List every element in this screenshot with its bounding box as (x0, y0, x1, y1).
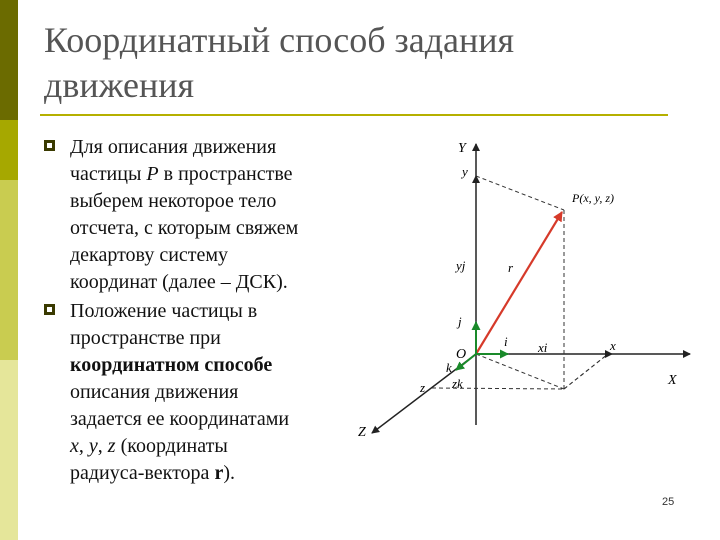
title-line-2: движения (44, 65, 195, 105)
bullet-text-line: пространстве при (70, 327, 221, 349)
sidebar-band (0, 0, 18, 120)
bullet-text-line-bold: координатном способе (70, 354, 273, 376)
bullet-item-1 (44, 134, 364, 296)
bullet-text-line: декартову систему (70, 244, 229, 266)
title-line-1: Координатный способ задания (44, 20, 515, 60)
label-O: O (456, 347, 467, 362)
bullet-text-line: частицы P в пространстве (70, 163, 293, 185)
bullet-text-line: задается ее координатами (70, 408, 290, 430)
label-i: i (504, 334, 508, 349)
bullet-text-line: отсчета, с которым свяжем (70, 217, 299, 239)
bullet-text-line: x, y, z (координаты (70, 435, 228, 457)
label-zk: zk (452, 376, 463, 391)
label-yj: yj (456, 258, 466, 273)
label-r: r (508, 260, 514, 275)
axis-label-X: X (668, 373, 677, 388)
bullet-text-line: координат (далее – ДСК). (70, 271, 288, 293)
label-x: x (610, 338, 616, 353)
sidebar-band (0, 180, 18, 360)
label-z: z (420, 380, 426, 395)
slide-title (44, 18, 684, 108)
title-underline (40, 114, 668, 116)
bullet-square-icon (44, 140, 55, 151)
bullet-text-line: описания движения (70, 381, 239, 403)
sidebar-band (0, 360, 18, 540)
bullet-text-line: выберем некоторое тело (70, 190, 277, 212)
label-k: k (446, 360, 452, 375)
bullet-list (44, 134, 364, 489)
axis-label-Z: Z (358, 425, 366, 440)
coordinate-system-diagram (350, 130, 700, 450)
label-P: P(x, y, z) (572, 191, 614, 205)
bullet-text-line: радиуса-вектора r). (70, 462, 235, 484)
bullet-square-icon (44, 304, 55, 315)
bullet-text-line: Положение частицы в (70, 300, 258, 322)
label-y: y (462, 164, 468, 179)
axis-label-Y: Y (458, 141, 466, 156)
radius-vector (476, 212, 562, 354)
sidebar-band (0, 120, 18, 180)
bullet-item-2 (44, 298, 364, 487)
bullet-text-line: Для описания движения (70, 136, 277, 158)
label-j: j (458, 314, 462, 329)
sidebar-decoration (0, 0, 18, 540)
page-number: 25 (662, 496, 675, 508)
label-xi: xi (538, 340, 548, 355)
